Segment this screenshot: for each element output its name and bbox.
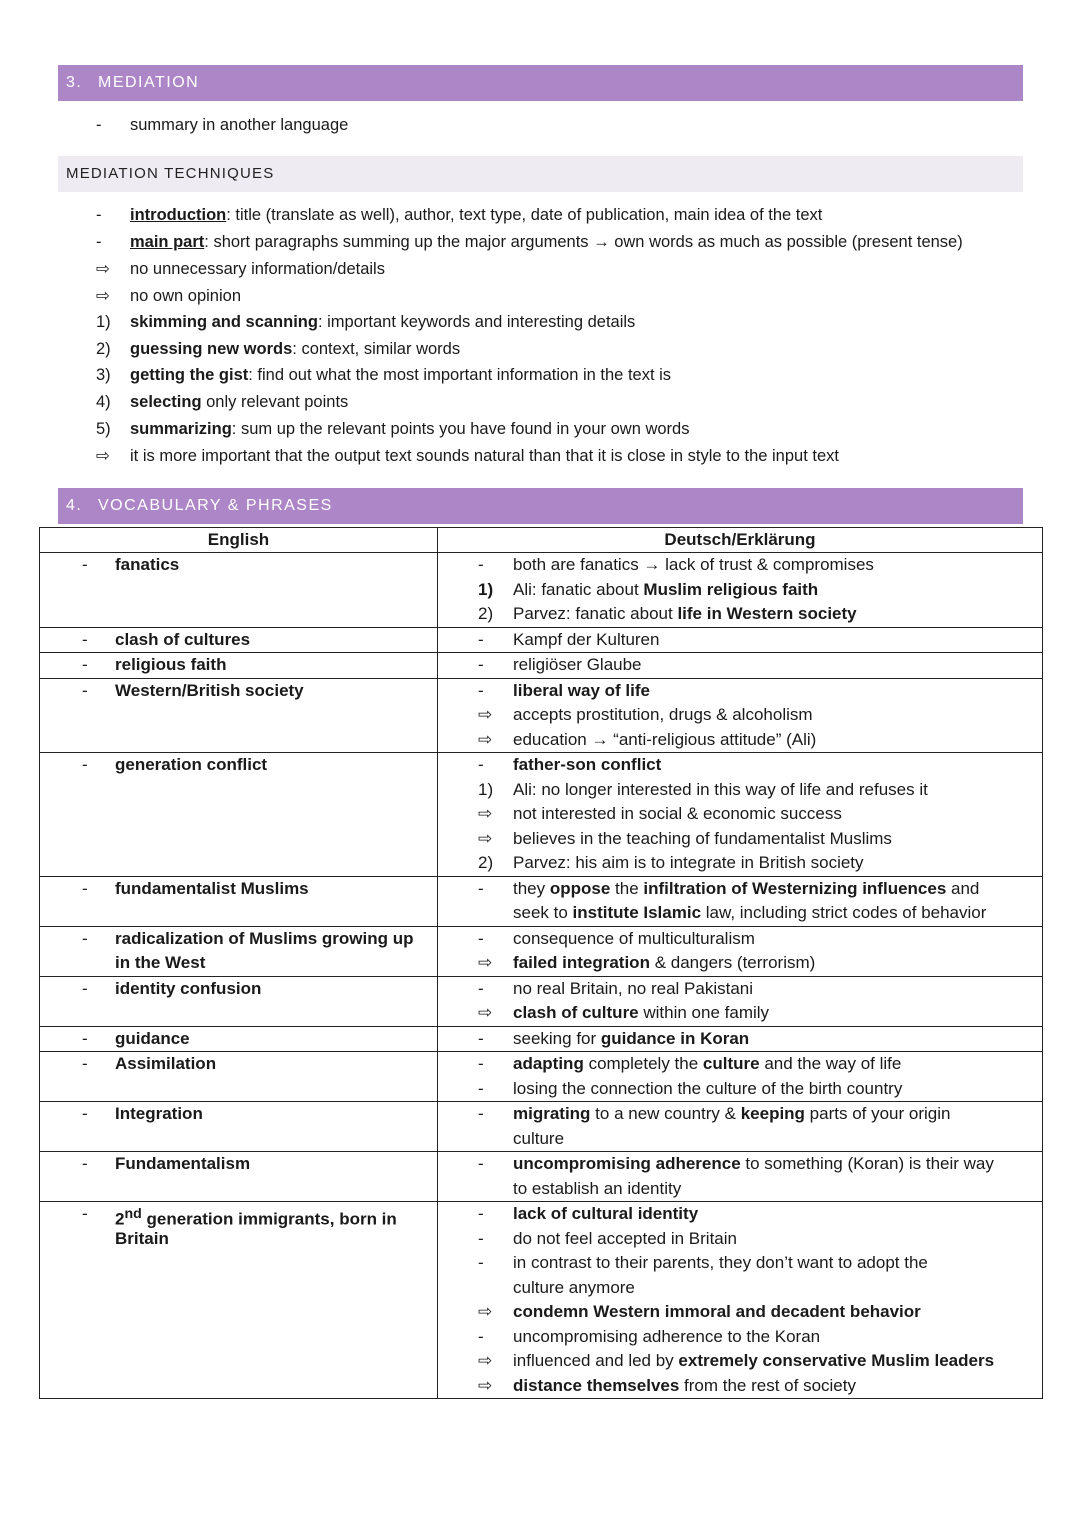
bullet-marker: 3)	[96, 366, 111, 384]
english-term-cell	[40, 976, 438, 1026]
english-term-cell	[40, 553, 438, 628]
english-term: Fundamentalism	[115, 1154, 251, 1173]
explanation-line	[438, 628, 1042, 653]
technique-term: summarizing	[130, 420, 232, 438]
bullet-marker: -	[478, 1253, 484, 1272]
explanation-cell	[438, 876, 1043, 926]
explanation-line	[438, 951, 1042, 976]
bullet-marker: ⇨	[478, 953, 493, 972]
english-term-line	[40, 679, 437, 704]
explanation-text: not interested in social & economic success	[513, 804, 842, 823]
technique-description: : important keywords and interesting details	[317, 313, 636, 331]
technique-term: skimming and scanning	[130, 313, 318, 331]
explanation-line	[438, 1202, 1042, 1227]
explanation-cell	[438, 553, 1043, 628]
explanation-line	[438, 1001, 1042, 1026]
technique-description: : sum up the relevant points you have found in your own words	[231, 420, 690, 438]
explanation-line	[438, 901, 1042, 926]
english-term-cell	[40, 1052, 438, 1102]
technique-item	[96, 389, 1026, 415]
explanation-line	[438, 977, 1042, 1002]
bullet-marker: -	[82, 1054, 88, 1073]
table-row	[40, 678, 1043, 753]
bullet-marker: 5)	[96, 420, 111, 438]
explanation-line	[438, 1177, 1042, 1202]
bullet-marker: ⇨	[478, 1375, 493, 1395]
technique-term: selecting	[130, 393, 202, 411]
explanation-line	[438, 827, 1042, 852]
english-term-line	[40, 1102, 437, 1127]
explanation-text: condemn Western immoral and decadent behavior	[513, 1302, 921, 1321]
bullet-marker: -	[478, 755, 484, 774]
table-row	[40, 1052, 1043, 1102]
explanation-text: migrating to a new country & keeping parts of your origin	[513, 1104, 951, 1123]
technique-item	[96, 229, 1026, 255]
explanation-text: they oppose the infiltration of Westernizing influences and	[513, 878, 980, 898]
table-row	[40, 1152, 1043, 1202]
technique-description: : context, similar words	[292, 340, 461, 358]
mediation-intro-line	[96, 112, 1026, 138]
table-row	[40, 926, 1043, 976]
explanation-text: education → “anti-religious attitude” (Ali)	[513, 729, 817, 749]
explanation-cell	[438, 627, 1043, 653]
subsection-header-techniques: MEDIATION TECHNIQUES	[58, 156, 1023, 192]
english-term-cell	[40, 1102, 438, 1152]
table-row	[40, 653, 1043, 679]
explanation-cell	[438, 1152, 1043, 1202]
explanation-text: adapting completely the culture and the way of life	[513, 1054, 902, 1073]
bullet-marker: ⇨	[478, 804, 493, 823]
bullet-marker: ⇨	[478, 729, 493, 749]
explanation-line	[438, 1300, 1042, 1325]
explanation-text: liberal way of life	[513, 680, 650, 700]
explanation-text: Parvez: fanatic about life in Western society	[513, 604, 857, 623]
bullet-marker: -	[82, 978, 88, 998]
explanation-line	[438, 1227, 1042, 1252]
section-number: 3.	[66, 74, 83, 91]
bullet-marker: -	[82, 928, 88, 948]
technique-description: : find out what the most important information in the text is	[248, 366, 672, 384]
bullet-marker: -	[478, 655, 484, 674]
english-term-line	[40, 927, 437, 952]
technique-term: getting the gist	[130, 366, 249, 384]
bullet-marker: -	[478, 878, 484, 898]
explanation-line	[438, 1276, 1042, 1301]
explanation-line	[438, 1349, 1042, 1374]
vocabulary-table-body	[40, 553, 1043, 1399]
table-row	[40, 1102, 1043, 1152]
explanation-line	[438, 679, 1042, 704]
technique-item	[96, 336, 1026, 362]
explanation-text: believes in the teaching of fundamentalist Muslims	[513, 828, 892, 848]
explanation-cell	[438, 653, 1043, 679]
explanation-line	[438, 578, 1042, 603]
english-term: fundamentalist Muslims	[115, 878, 309, 898]
section-header-vocabulary	[58, 488, 1023, 524]
explanation-line	[438, 1027, 1042, 1052]
bullet-marker: ⇨	[96, 447, 110, 465]
bullet-marker: 2)	[478, 604, 494, 623]
bullet-marker: -	[478, 1078, 484, 1098]
technique-description: only relevant points	[201, 393, 349, 411]
explanation-line	[438, 877, 1042, 902]
english-term: clash of cultures	[115, 629, 251, 649]
column-header-english: English	[40, 528, 438, 553]
table-header-row	[40, 528, 1043, 553]
table-row	[40, 553, 1043, 628]
bullet-marker: 2)	[96, 340, 111, 358]
explanation-line	[438, 851, 1042, 876]
bullet-marker: -	[82, 1104, 88, 1123]
technique-item	[96, 416, 1026, 442]
explanation-text: Ali: no longer interested in this way of life and refuses it	[513, 779, 928, 799]
technique-item	[96, 256, 1026, 282]
explanation-line	[438, 703, 1042, 728]
english-term: in the West	[115, 953, 206, 972]
explanation-text: culture	[513, 1128, 565, 1148]
explanation-text: accepts prostitution, drugs & alcoholism	[513, 705, 813, 724]
technique-description: no own opinion	[130, 287, 242, 305]
english-term-line	[40, 1227, 437, 1252]
explanation-cell	[438, 926, 1043, 976]
explanation-cell	[438, 976, 1043, 1026]
bullet-marker: -	[82, 1028, 88, 1048]
bullet-marker: -	[478, 1154, 484, 1173]
explanation-text: consequence of multiculturalism	[513, 928, 755, 948]
english-term-cell	[40, 627, 438, 653]
english-term-line	[40, 1152, 437, 1177]
bullet-marker: -	[478, 680, 484, 700]
technique-item	[96, 362, 1026, 388]
explanation-text: father-son conflict	[513, 755, 662, 774]
explanation-line	[438, 1102, 1042, 1127]
english-term-line	[40, 628, 437, 653]
explanation-cell	[438, 1026, 1043, 1052]
english-term: religious faith	[115, 655, 227, 674]
explanation-text: seeking for guidance in Koran	[513, 1028, 750, 1048]
bullet-marker: -	[82, 555, 88, 574]
bullet-marker: ⇨	[478, 1351, 493, 1370]
technique-description: no unnecessary information/details	[130, 260, 385, 278]
english-term: Assimilation	[115, 1054, 217, 1073]
bullet-marker: -	[478, 1054, 484, 1073]
bullet-marker: -	[96, 233, 102, 251]
explanation-cell	[438, 1052, 1043, 1102]
bullet-marker: -	[478, 978, 484, 998]
explanation-line	[438, 602, 1042, 627]
vocabulary-table	[39, 527, 1043, 1399]
english-term-cell	[40, 1152, 438, 1202]
explanation-text: clash of culture within one family	[513, 1003, 770, 1022]
explanation-line	[438, 778, 1042, 803]
bullet-marker: -	[478, 555, 484, 574]
explanation-line	[438, 1251, 1042, 1276]
explanation-cell	[438, 1202, 1043, 1399]
english-term-line	[40, 553, 437, 578]
technique-term: guessing new words	[130, 340, 293, 358]
bullet-marker: -	[478, 1028, 484, 1048]
english-term: identity confusion	[115, 978, 262, 998]
english-term-cell	[40, 926, 438, 976]
technique-term: main part	[130, 233, 205, 251]
table-row	[40, 876, 1043, 926]
bullet-marker: -	[478, 1104, 484, 1123]
table-row	[40, 1026, 1043, 1052]
explanation-text: Parvez: his aim is to integrate in British society	[513, 853, 864, 872]
explanation-line	[438, 653, 1042, 678]
bullet-marker: 4)	[96, 393, 111, 411]
bullet-marker: 1)	[478, 779, 494, 799]
bullet-marker: ⇨	[96, 287, 110, 305]
bullet-marker: -	[96, 206, 102, 224]
explanation-text: uncompromising adherence to the Koran	[513, 1326, 821, 1346]
table-row	[40, 976, 1043, 1026]
explanation-text: losing the connection the culture of the birth country	[513, 1078, 903, 1098]
technique-item	[96, 283, 1026, 309]
bullet-marker: -	[82, 680, 88, 700]
english-term-cell	[40, 653, 438, 679]
bullet-marker: 1)	[96, 313, 111, 331]
explanation-line	[438, 1127, 1042, 1152]
mediation-intro-text: summary in another language	[130, 116, 349, 134]
explanation-line	[438, 1052, 1042, 1077]
technique-item	[96, 202, 1026, 228]
english-term-line	[40, 1202, 437, 1227]
bullet-marker: -	[478, 1204, 484, 1223]
technique-item	[96, 309, 1026, 335]
table-row	[40, 753, 1043, 877]
section-header-mediation	[58, 65, 1023, 101]
explanation-text: Kampf der Kulturen	[513, 629, 660, 649]
bullet-marker: ⇨	[96, 260, 110, 278]
english-term-cell	[40, 678, 438, 753]
explanation-text: influenced and led by extremely conservative Muslim leaders	[513, 1351, 995, 1370]
explanation-cell	[438, 678, 1043, 753]
explanation-text: religiöser Glaube	[513, 655, 642, 674]
explanation-line	[438, 802, 1042, 827]
english-term: guidance	[115, 1028, 190, 1048]
bullet-marker: ⇨	[478, 828, 493, 848]
explanation-text: both are fanatics → lack of trust & compromises	[513, 555, 874, 574]
bullet-marker: -	[478, 1228, 484, 1248]
explanation-line	[438, 728, 1042, 753]
english-term-line	[40, 951, 437, 976]
english-term-line	[40, 877, 437, 902]
english-term: Integration	[115, 1104, 203, 1123]
table-row	[40, 1202, 1043, 1399]
english-term: 2nd generation immigrants, born in	[115, 1206, 397, 1229]
explanation-line	[438, 927, 1042, 952]
explanation-text: do not feel accepted in Britain	[513, 1228, 737, 1248]
explanation-text: to establish an identity	[513, 1178, 682, 1198]
technique-description: it is more important that the output text sounds natural than that it is close in style to the input text	[130, 447, 839, 465]
explanation-text: Ali: fanatic about Muslim religious faith	[513, 579, 819, 599]
explanation-text: lack of cultural identity	[513, 1204, 699, 1223]
section-number: 4.	[66, 497, 83, 514]
explanation-line	[438, 1077, 1042, 1102]
bullet-marker: -	[96, 116, 102, 134]
explanation-line	[438, 1374, 1042, 1399]
explanation-line	[438, 753, 1042, 778]
explanation-cell	[438, 1102, 1043, 1152]
section-title: VOCABULARY & PHRASES	[98, 497, 333, 514]
bullet-marker: ⇨	[478, 705, 493, 724]
explanation-text: seek to institute Islamic law, including strict codes of behavior	[513, 903, 987, 922]
explanation-text: in contrast to their parents, they don’t want to adopt the	[513, 1253, 928, 1272]
bullet-marker: 2)	[478, 853, 494, 872]
bullet-marker: ⇨	[478, 1003, 493, 1022]
english-term-line	[40, 977, 437, 1002]
explanation-line	[438, 553, 1042, 578]
english-term: Western/British society	[115, 680, 304, 700]
english-term: fanatics	[115, 555, 180, 574]
english-term-line	[40, 753, 437, 778]
bullet-marker: -	[82, 1154, 88, 1173]
technique-description: : title (translate as well), author, text type, date of publication, main idea of the text	[226, 206, 823, 224]
section-title: MEDIATION	[98, 74, 200, 91]
english-term-line	[40, 1027, 437, 1052]
technique-item	[96, 443, 1026, 469]
explanation-cell	[438, 753, 1043, 877]
bullet-marker: -	[478, 928, 484, 948]
bullet-marker: -	[82, 878, 88, 898]
explanation-text: distance themselves from the rest of society	[513, 1375, 856, 1395]
bullet-marker: -	[82, 755, 88, 774]
english-term-cell	[40, 1026, 438, 1052]
explanation-text: uncompromising adherence to something (Koran) is their way	[513, 1154, 994, 1173]
bullet-marker: 1)	[478, 579, 494, 599]
english-term-cell	[40, 753, 438, 877]
english-term-cell	[40, 876, 438, 926]
english-term-cell	[40, 1202, 438, 1399]
bullet-marker: -	[478, 1326, 484, 1346]
bullet-marker: -	[478, 629, 484, 649]
column-header-deutsch: Deutsch/Erklärung	[438, 528, 1043, 553]
english-term: radicalization of Muslims growing up	[115, 928, 414, 948]
explanation-text: failed integration & dangers (terrorism)	[513, 953, 816, 972]
bullet-marker: -	[82, 629, 88, 649]
english-term-line	[40, 653, 437, 678]
english-term-line	[40, 1052, 437, 1077]
technique-term: introduction	[130, 206, 227, 224]
english-term: generation conflict	[115, 755, 268, 774]
explanation-text: culture anymore	[513, 1277, 635, 1297]
explanation-line	[438, 1152, 1042, 1177]
technique-description: : short paragraphs summing up the major arguments → own words as much as possible (present tense)	[204, 233, 963, 251]
explanation-text: no real Britain, no real Pakistani	[513, 978, 754, 998]
bullet-marker: -	[82, 655, 88, 674]
bullet-marker: -	[82, 1204, 88, 1223]
bullet-marker: ⇨	[478, 1302, 493, 1321]
explanation-line	[438, 1325, 1042, 1350]
english-term: Britain	[115, 1228, 169, 1248]
table-row	[40, 627, 1043, 653]
